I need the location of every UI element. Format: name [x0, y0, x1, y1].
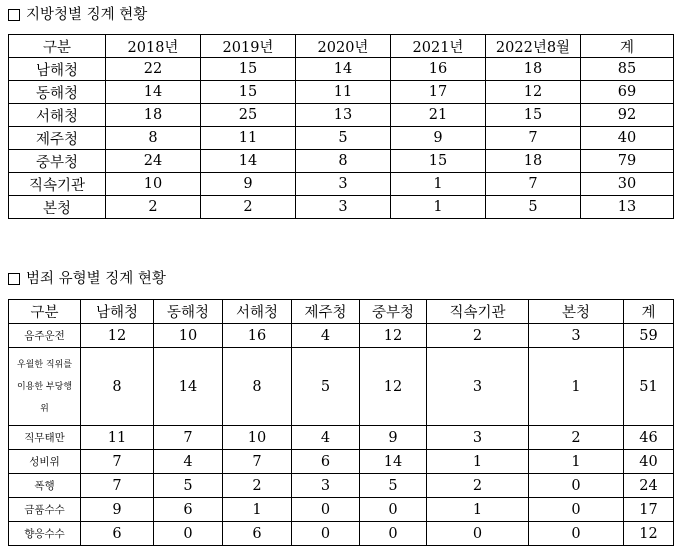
table-cell: 0 [529, 522, 624, 546]
header-cell: 남해청 [81, 300, 154, 324]
table-row [9, 58, 674, 81]
table-row [9, 498, 674, 522]
row-label: 우월한 직위를 이용한 부당행위 [9, 348, 81, 426]
table-cell: 7 [486, 127, 581, 150]
table-row [9, 522, 674, 546]
table-cell: 92 [581, 104, 674, 127]
table-cell: 40 [624, 450, 674, 474]
header-cell: 서해청 [223, 300, 292, 324]
table-cell: 79 [581, 150, 674, 173]
table-cell: 1 [427, 498, 529, 522]
section-heading-crime-type [8, 270, 166, 288]
table-cell: 12 [81, 324, 154, 348]
table-cell: 2 [427, 474, 529, 498]
table-cell: 1 [529, 348, 624, 426]
table-cell: 0 [292, 498, 360, 522]
table-cell: 8 [223, 348, 292, 426]
table-cell: 0 [360, 522, 427, 546]
table-cell: 8 [81, 348, 154, 426]
table-cell: 15 [201, 81, 296, 104]
table-cell: 24 [106, 150, 201, 173]
row-label: 폭행 [9, 474, 81, 498]
table-cell: 3 [427, 426, 529, 450]
table-cell: 4 [292, 426, 360, 450]
table-cell: 13 [581, 196, 674, 219]
table-header-row [9, 300, 674, 324]
table-cell: 8 [106, 127, 201, 150]
table-row [9, 474, 674, 498]
header-cell: 직속기관 [427, 300, 529, 324]
table-cell: 2 [427, 324, 529, 348]
table-cell: 1 [427, 450, 529, 474]
table-cell: 25 [201, 104, 296, 127]
table-cell: 16 [223, 324, 292, 348]
table-row [9, 196, 674, 219]
row-label: 서해청 [9, 104, 106, 127]
header-cell: 2020년 [296, 35, 391, 58]
table-cell: 11 [201, 127, 296, 150]
section-heading-text: 지방청별 징계 현황 [26, 7, 148, 23]
row-label: 동해청 [9, 81, 106, 104]
header-cell: 제주청 [292, 300, 360, 324]
table-cell: 12 [360, 324, 427, 348]
table-cell: 7 [81, 474, 154, 498]
table-cell: 5 [296, 127, 391, 150]
row-label: 남해청 [9, 58, 106, 81]
table-row [9, 173, 674, 196]
table-cell: 3 [292, 474, 360, 498]
table-cell: 6 [292, 450, 360, 474]
table-cell: 17 [624, 498, 674, 522]
table-cell: 10 [106, 173, 201, 196]
table-cell: 59 [624, 324, 674, 348]
table-cell: 0 [292, 522, 360, 546]
table-cell: 3 [296, 173, 391, 196]
table-cell: 1 [391, 173, 486, 196]
header-cell: 2021년 [391, 35, 486, 58]
table-cell: 15 [486, 104, 581, 127]
table-header-row [9, 35, 674, 58]
table-cell: 7 [486, 173, 581, 196]
table-cell: 6 [223, 522, 292, 546]
table-cell: 5 [292, 348, 360, 426]
header-cell: 중부청 [360, 300, 427, 324]
table-cell: 15 [201, 58, 296, 81]
table-cell: 17 [391, 81, 486, 104]
section-heading-regional [8, 6, 147, 24]
table-cell: 9 [360, 426, 427, 450]
table-cell: 12 [624, 522, 674, 546]
table-cell: 3 [529, 324, 624, 348]
table-cell: 15 [391, 150, 486, 173]
table-cell: 18 [486, 150, 581, 173]
table-cell: 14 [360, 450, 427, 474]
table-cell: 14 [106, 81, 201, 104]
table-cell: 24 [624, 474, 674, 498]
table-cell: 7 [154, 426, 223, 450]
table-cell: 5 [486, 196, 581, 219]
table-cell: 1 [391, 196, 486, 219]
header-cell: 2018년 [106, 35, 201, 58]
table-row [9, 150, 674, 173]
table-row [9, 348, 674, 426]
table-cell: 85 [581, 58, 674, 81]
table-cell: 5 [360, 474, 427, 498]
table-cell: 7 [223, 450, 292, 474]
table-cell: 6 [154, 498, 223, 522]
table-cell: 22 [106, 58, 201, 81]
row-label: 제주청 [9, 127, 106, 150]
table-cell: 2 [201, 196, 296, 219]
table-row [9, 426, 674, 450]
header-cell: 구분 [9, 35, 106, 58]
table-cell: 3 [427, 348, 529, 426]
table-cell: 3 [296, 196, 391, 219]
table-cell: 7 [81, 450, 154, 474]
section-heading-text: 범죄 유형별 징계 현황 [26, 271, 166, 287]
row-label: 본청 [9, 196, 106, 219]
header-cell: 2022년8월 [486, 35, 581, 58]
table-cell: 0 [529, 498, 624, 522]
table-cell: 5 [154, 474, 223, 498]
table-row [9, 450, 674, 474]
header-cell: 2019년 [201, 35, 296, 58]
table-cell: 4 [154, 450, 223, 474]
row-label: 향응수수 [9, 522, 81, 546]
table-cell: 16 [391, 58, 486, 81]
row-label: 직무태만 [9, 426, 81, 450]
header-cell: 계 [624, 300, 674, 324]
table-cell: 46 [624, 426, 674, 450]
table-cell: 69 [581, 81, 674, 104]
table-cell: 2 [106, 196, 201, 219]
row-label: 성비위 [9, 450, 81, 474]
table-cell: 12 [360, 348, 427, 426]
table-cell: 13 [296, 104, 391, 127]
table-cell: 18 [486, 58, 581, 81]
table-cell: 40 [581, 127, 674, 150]
table-cell: 18 [106, 104, 201, 127]
row-label: 금품수수 [9, 498, 81, 522]
table-cell: 14 [296, 58, 391, 81]
table-cell: 6 [81, 522, 154, 546]
table-cell: 9 [81, 498, 154, 522]
table-row [9, 81, 674, 104]
table-cell: 9 [201, 173, 296, 196]
table-cell: 10 [223, 426, 292, 450]
row-label: 음주운전 [9, 324, 81, 348]
table-cell: 51 [624, 348, 674, 426]
table-cell: 14 [154, 348, 223, 426]
table-cell: 8 [296, 150, 391, 173]
checkbox-square-icon [8, 273, 20, 285]
table-cell: 10 [154, 324, 223, 348]
table-cell: 11 [296, 81, 391, 104]
header-cell: 구분 [9, 300, 81, 324]
table-cell: 2 [529, 426, 624, 450]
table-cell: 12 [486, 81, 581, 104]
table-cell: 14 [201, 150, 296, 173]
table-cell: 21 [391, 104, 486, 127]
row-label: 중부청 [9, 150, 106, 173]
table-cell: 1 [223, 498, 292, 522]
table-cell: 9 [391, 127, 486, 150]
table-row [9, 127, 674, 150]
table-cell: 4 [292, 324, 360, 348]
table-cell: 1 [529, 450, 624, 474]
table-cell: 0 [360, 498, 427, 522]
table-cell: 0 [529, 474, 624, 498]
checkbox-square-icon [8, 9, 20, 21]
header-cell: 계 [581, 35, 674, 58]
table-cell: 11 [81, 426, 154, 450]
table-row [9, 324, 674, 348]
header-cell: 본청 [529, 300, 624, 324]
table-cell: 30 [581, 173, 674, 196]
row-label: 직속기관 [9, 173, 106, 196]
table-cell: 2 [223, 474, 292, 498]
table-row [9, 104, 674, 127]
table-cell: 0 [427, 522, 529, 546]
table-cell: 0 [154, 522, 223, 546]
crime-type-discipline-table [8, 299, 674, 546]
header-cell: 동해청 [154, 300, 223, 324]
regional-discipline-table [8, 34, 674, 219]
